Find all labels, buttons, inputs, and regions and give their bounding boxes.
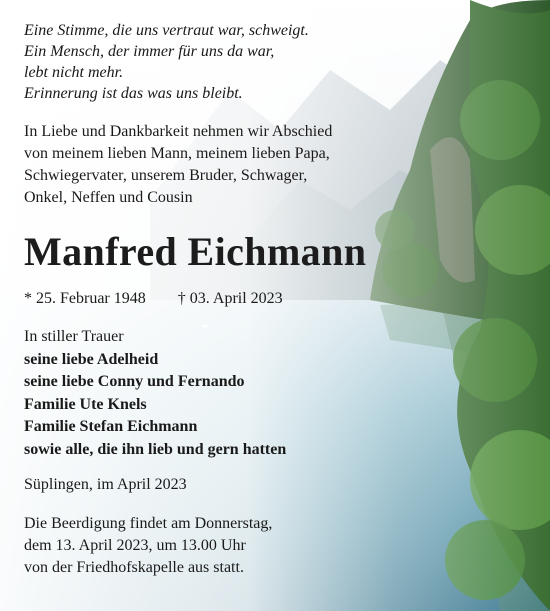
- funeral-line: Die Beerdigung findet am Donnerstag,: [24, 515, 273, 532]
- mourners-intro: In stiller Trauer: [24, 328, 124, 345]
- mourners-list: [24, 326, 524, 461]
- intro-line: Onkel, Neffen und Cousin: [24, 189, 193, 206]
- poem-line: Eine Stimme, die uns vertraut war, schweigt.: [24, 22, 309, 39]
- obituary-text: [24, 20, 524, 579]
- birth-date: * 25. Februar 1948: [24, 290, 146, 307]
- poem-line: Erinnerung ist das was uns bleibt.: [24, 85, 243, 102]
- funeral-line: dem 13. April 2023, um 13.00 Uhr: [24, 537, 246, 554]
- place-and-date: Süplingen, im April 2023: [24, 476, 187, 493]
- poem-line: lebt nicht mehr.: [24, 64, 124, 81]
- farewell-intro: [24, 121, 524, 209]
- mourner-line: Familie Stefan Eichmann: [24, 418, 198, 435]
- deceased-name: Manfred Eichmann: [24, 229, 367, 274]
- funeral-notice: [24, 513, 524, 579]
- mourner-line: seine liebe Conny und Fernando: [24, 373, 245, 390]
- intro-line: von meinem lieben Mann, meinem lieben Papa,: [24, 145, 330, 162]
- mourner-line: seine liebe Adelheid: [24, 350, 159, 368]
- intro-line: In Liebe und Dankbarkeit nehmen wir Abschied: [24, 123, 333, 140]
- life-dates: [24, 289, 524, 309]
- memorial-poem: [24, 20, 524, 104]
- mourner-line: Familie Ute Knels: [24, 395, 147, 413]
- death-date: † 03. April 2023: [177, 290, 283, 307]
- mourner-line: sowie alle, die ihn lieb und gern hatten: [24, 440, 287, 458]
- intro-line: Schwiegervater, unserem Bruder, Schwager,: [24, 167, 308, 184]
- funeral-line: von der Friedhofskapelle aus statt.: [24, 559, 244, 576]
- poem-line: Ein Mensch, der immer für uns da war,: [24, 43, 275, 60]
